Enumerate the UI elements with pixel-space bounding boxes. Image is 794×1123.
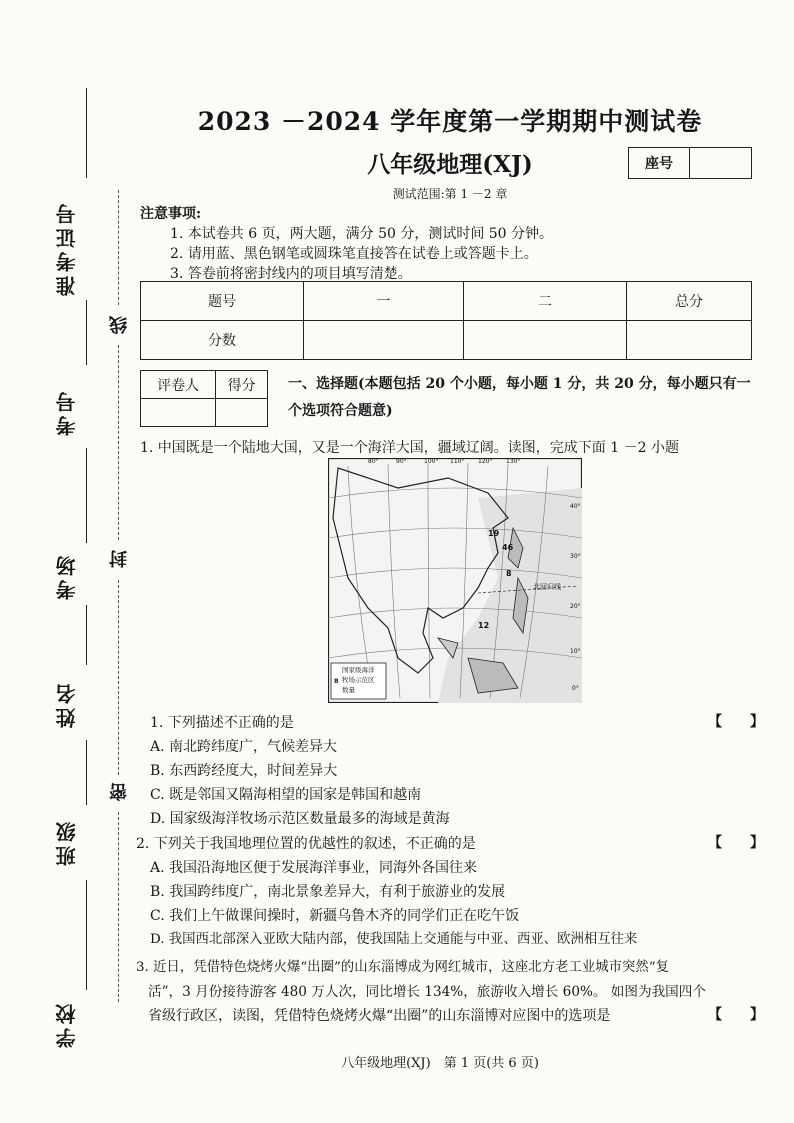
grader-table	[140, 370, 268, 427]
notice-item: 1. 本试卷共 6 页，两大题，满分 50 分，测试时间 50 分钟。	[170, 226, 554, 242]
answer-bracket[interactable]: 【 】	[708, 1007, 764, 1023]
lon-label: 110°	[450, 458, 465, 465]
sea-count: 19	[488, 529, 500, 538]
q1-option-b: B. 东西跨经度大，时间差异大	[150, 763, 338, 779]
score-table-header: 总分	[627, 282, 752, 321]
q1-stem: 1. 下列描述不正确的是	[150, 715, 294, 731]
page-footer: 八年级地理(XJ) 第 1 页(共 6 页)	[341, 1056, 539, 1071]
exam-title: 2023 －2024 学年度第一学期期中测试卷	[197, 107, 703, 136]
q3-stem-line2: 活”，3 月份接待游客 480 万人次，同比增长 134%，旅游收入增长 60%。 如图为我国四个	[148, 984, 706, 1000]
secret-mark: 密	[109, 783, 130, 801]
seal-line-mark: 线	[109, 316, 130, 334]
score-label: 得分	[216, 371, 268, 399]
lon-label: 90°	[396, 458, 407, 465]
question-intro: 1. 中国既是一个陆地大国，又是一个海洋大国，疆域辽阔。读图，完成下面 1 －2 小题	[140, 440, 679, 456]
sea-count: 12	[478, 621, 490, 630]
room-label: 考场	[55, 552, 79, 600]
lon-label: 130°	[506, 458, 521, 465]
seal-mark: 封	[109, 550, 130, 568]
class-label: 班级	[55, 818, 79, 866]
reviewer-cell[interactable]	[141, 399, 216, 427]
lat-label: 40°	[570, 503, 581, 510]
sea-count: 8	[506, 569, 512, 578]
score-cell[interactable]	[216, 399, 268, 427]
exam-subtitle: 八年级地理(XJ)	[367, 151, 533, 178]
q3-stem-line3: 省级行政区，读图，凭借特色烧烤火爆“出圈”的山东淄博对应图中的选项是	[148, 1008, 611, 1024]
lat-label: 20°	[570, 603, 581, 610]
q2-stem: 2. 下列关于我国地理位置的优越性的叙述，不正确的是	[136, 836, 476, 852]
legend-text: 国家级海洋	[342, 666, 375, 674]
q2-option-b: B. 我国跨纬度广，南北景象差异大，有利于旅游业的发展	[150, 884, 506, 900]
lat-label: 10°	[570, 648, 581, 655]
notice-item: 2. 请用蓝、黑色钢笔或圆珠笔直接答在试卷上或答题卡上。	[170, 246, 538, 262]
lon-label: 100°	[424, 458, 439, 465]
score-table-header: 题号	[141, 282, 304, 321]
lon-label: 120°	[478, 458, 493, 465]
score-table	[140, 281, 752, 360]
answer-bracket[interactable]: 【 】	[708, 835, 764, 851]
q1-option-a: A. 南北跨纬度广，气候差异大	[150, 739, 338, 755]
section-heading: 一、选择题(本题包括 20 个小题，每小题 1 分，共 20 分，每小题只有一个选项符合题意)	[288, 376, 751, 419]
lon-label: 80°	[368, 458, 379, 465]
china-sea-map	[328, 458, 582, 703]
school-label: 学校	[55, 1000, 79, 1048]
score-row-label: 分数	[141, 321, 304, 360]
q2-option-c: C. 我们上午做课间操时，新疆乌鲁木齐的同学们正在吃午饭	[150, 908, 520, 924]
notice-head: 注意事项:	[140, 206, 202, 222]
score-cell[interactable]	[464, 321, 627, 360]
legend-text: 牧场示范区	[342, 676, 375, 684]
name-label: 姓名	[55, 680, 79, 728]
tropic-label: 北回归线	[533, 583, 561, 591]
seat-number-box	[628, 147, 752, 179]
q2-option-a: A. 我国沿海地区便于发展海洋事业，同海外各国往来	[150, 860, 478, 876]
lat-label: 30°	[570, 553, 581, 560]
q2-option-d: D. 我国西北部深入亚欧大陆内部，使我国陆上交通能与中亚、西亚、欧洲相互往来	[150, 932, 638, 947]
sea-count: 46	[502, 543, 514, 552]
seat-label: 座号	[629, 148, 690, 178]
q3-stem-line1: 3. 近日，凭借特色烧烤火爆“出圈”的山东淄博成为网红城市，这座北方老工业城市突然“复	[136, 960, 670, 975]
legend-text: 数量	[342, 686, 355, 694]
answer-bracket[interactable]: 【 】	[708, 714, 764, 730]
exam-no-label: 准考证号	[55, 200, 79, 296]
seat-input[interactable]	[690, 148, 751, 178]
notice-item: 3. 答卷前将密封线内的项目填写清楚。	[170, 266, 412, 282]
lat-label: 0°	[572, 685, 579, 692]
score-table-header: 一	[304, 282, 464, 321]
score-table-header: 二	[464, 282, 627, 321]
notice	[140, 204, 553, 284]
q1-option-c: C. 既是邻国又隔海相望的国家是韩国和越南	[150, 787, 422, 803]
legend-number-8: 8	[334, 677, 339, 685]
test-range: 测试范围:第 1 －2 章	[392, 187, 508, 201]
score-cell[interactable]	[304, 321, 464, 360]
seat-no-label: 考号	[55, 388, 79, 436]
reviewer-label: 评卷人	[141, 371, 216, 399]
score-cell[interactable]	[627, 321, 752, 360]
q1-option-d: D. 国家级海洋牧场示范区数量最多的海域是黄海	[150, 811, 450, 827]
